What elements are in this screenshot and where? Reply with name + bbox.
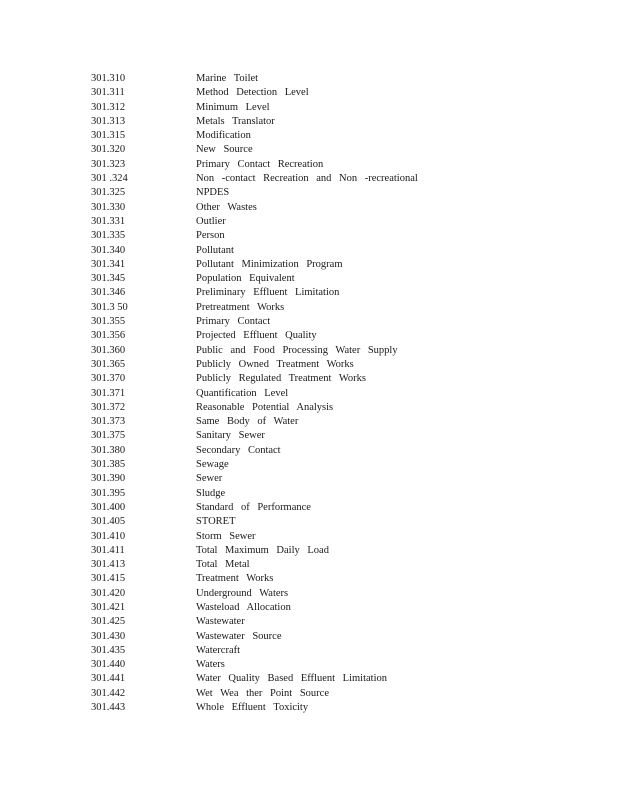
section-entry — [91, 72, 418, 86]
section-term: Water Quality Based Effluent Limitation — [196, 673, 387, 685]
section-entry — [91, 530, 418, 544]
section-number: 301.360 — [91, 344, 126, 356]
section-entry — [91, 401, 418, 415]
section-term: Underground Waters — [196, 587, 289, 599]
section-term: Watercraft — [196, 644, 241, 656]
section-number: 301.371 — [91, 387, 126, 399]
section-entry — [91, 472, 418, 486]
section-entry — [91, 444, 418, 458]
section-entry — [91, 587, 418, 601]
section-term: Wastewater Source — [196, 630, 282, 642]
section-term: Publicly Owned Treatment Works — [196, 358, 354, 370]
section-entry — [91, 630, 418, 644]
section-entry — [91, 487, 418, 501]
section-term: Primary Contact Recreation — [196, 158, 324, 170]
section-term: Same Body of Water — [196, 416, 299, 428]
section-number: 301.411 — [91, 544, 125, 556]
section-term: Modification — [196, 130, 251, 142]
section-number: 301.356 — [91, 330, 126, 342]
section-term: Public and Food Processing Water Supply — [196, 344, 398, 356]
section-number: 301.370 — [91, 373, 126, 385]
section-term: Sewage — [196, 459, 229, 471]
section-number: 301.421 — [91, 601, 126, 613]
section-term: Total Metal — [196, 559, 250, 571]
section-entry — [91, 258, 418, 272]
section-list — [91, 72, 418, 715]
section-term: Outlier — [196, 215, 226, 227]
section-entry — [91, 244, 418, 258]
section-entry — [91, 315, 418, 329]
section-number: 301.315 — [91, 130, 126, 142]
section-number: 301.441 — [91, 673, 126, 685]
section-number: 301.420 — [91, 587, 126, 599]
section-term: Primary Contact — [196, 316, 271, 328]
section-term: Person — [196, 230, 225, 242]
section-number: 301.313 — [91, 115, 126, 127]
section-term: Reasonable Potential Analysis — [196, 401, 334, 413]
section-number: 301.400 — [91, 501, 126, 513]
section-term: Non -contact Recreation and Non -recreational — [196, 173, 418, 185]
section-term: Whole Effluent Toxicity — [196, 702, 309, 714]
section-number: 301.435 — [91, 644, 126, 656]
section-number: 301.375 — [91, 430, 126, 442]
section-term: Treatment Works — [196, 573, 274, 585]
section-number: 301.430 — [91, 630, 126, 642]
section-term: Method Detection Level — [196, 87, 309, 99]
section-entry — [91, 572, 418, 586]
section-entry — [91, 387, 418, 401]
section-entry — [91, 172, 418, 186]
section-entry — [91, 501, 418, 515]
section-term: Wet Wea ther Point Source — [196, 687, 330, 699]
section-term: NPDES — [196, 187, 230, 199]
section-number: 301.373 — [91, 416, 126, 428]
section-entry — [91, 101, 418, 115]
section-entry — [91, 229, 418, 243]
section-number: 301.390 — [91, 473, 126, 485]
section-term: Preliminary Effluent Limitation — [196, 287, 340, 299]
section-term: Pollutant — [196, 244, 234, 256]
section-term: Wasteload Allocation — [196, 601, 291, 613]
section-term: Sludge — [196, 487, 226, 499]
section-entry — [91, 601, 418, 615]
section-number: 301.330 — [91, 201, 126, 213]
section-number: 301.355 — [91, 316, 126, 328]
section-number: 301.345 — [91, 273, 126, 285]
section-number: 301.395 — [91, 487, 126, 499]
section-number: 301 .324 — [91, 173, 128, 185]
section-entry — [91, 143, 418, 157]
section-number: 301.310 — [91, 73, 126, 84]
section-entry — [91, 158, 418, 172]
section-number: 301.320 — [91, 144, 126, 156]
section-number: 301.346 — [91, 287, 126, 299]
section-entry — [91, 687, 418, 701]
section-entry — [91, 544, 418, 558]
section-entry — [91, 86, 418, 100]
section-term: Waters — [196, 659, 225, 671]
section-entry — [91, 201, 418, 215]
section-term: Projected Effluent Quality — [196, 330, 317, 342]
section-entry — [91, 301, 418, 315]
section-number: 301.415 — [91, 573, 126, 585]
section-number: 301.311 — [91, 87, 125, 99]
section-number: 301.405 — [91, 516, 126, 528]
section-entry — [91, 215, 418, 229]
section-term: Pretreatment Works — [196, 301, 285, 313]
section-term: Sanitary Sewer — [196, 430, 265, 442]
section-entry — [91, 701, 418, 715]
section-number: 301.413 — [91, 559, 126, 571]
section-number: 301.325 — [91, 187, 126, 199]
section-term: Other Wastes — [196, 201, 257, 213]
section-number: 301.425 — [91, 616, 126, 628]
section-term: Storm Sewer — [196, 530, 256, 542]
section-entry — [91, 429, 418, 443]
section-entry — [91, 458, 418, 472]
section-number: 301.312 — [91, 101, 126, 113]
section-term: Secondary Contact — [196, 444, 281, 456]
section-term: Sewer — [196, 473, 223, 485]
section-entry — [91, 558, 418, 572]
section-term: Total Maximum Daily Load — [196, 544, 329, 556]
section-number: 301.365 — [91, 358, 126, 370]
section-number: 301.335 — [91, 230, 126, 242]
section-term: New Source — [196, 144, 253, 156]
section-entry — [91, 329, 418, 343]
section-number: 301.442 — [91, 687, 126, 699]
section-entry — [91, 672, 418, 686]
section-term: Metals Translator — [196, 115, 275, 127]
section-entry — [91, 658, 418, 672]
section-entry — [91, 415, 418, 429]
section-number: 301.323 — [91, 158, 126, 170]
section-entry — [91, 615, 418, 629]
section-entry — [91, 272, 418, 286]
section-term: Marine Toilet — [196, 73, 259, 84]
section-number: 301.440 — [91, 659, 126, 671]
section-term: Publicly Regulated Treatment Works — [196, 373, 366, 385]
section-number: 301.410 — [91, 530, 126, 542]
section-entry — [91, 129, 418, 143]
section-entry — [91, 358, 418, 372]
section-entry — [91, 186, 418, 200]
section-number: 301.443 — [91, 702, 126, 714]
section-number: 301.372 — [91, 401, 126, 413]
section-term: Quantification Level — [196, 387, 289, 399]
section-term: Standard of Performance — [196, 501, 311, 513]
section-number: 301.3 50 — [91, 301, 128, 313]
section-number: 301.341 — [91, 258, 126, 270]
section-number: 301.331 — [91, 215, 126, 227]
section-term: Wastewater — [196, 616, 245, 628]
section-number: 301.380 — [91, 444, 126, 456]
section-entry — [91, 115, 418, 129]
section-number: 301.340 — [91, 244, 126, 256]
section-entry — [91, 344, 418, 358]
section-term: Minimum Level — [196, 101, 270, 113]
section-term: Pollutant Minimization Program — [196, 258, 343, 270]
section-entry — [91, 644, 418, 658]
section-entry — [91, 372, 418, 386]
section-entry — [91, 286, 418, 300]
section-term: Population Equivalent — [196, 273, 295, 285]
section-entry — [91, 515, 418, 529]
section-term: STORET — [196, 516, 236, 528]
section-number: 301.385 — [91, 459, 126, 471]
